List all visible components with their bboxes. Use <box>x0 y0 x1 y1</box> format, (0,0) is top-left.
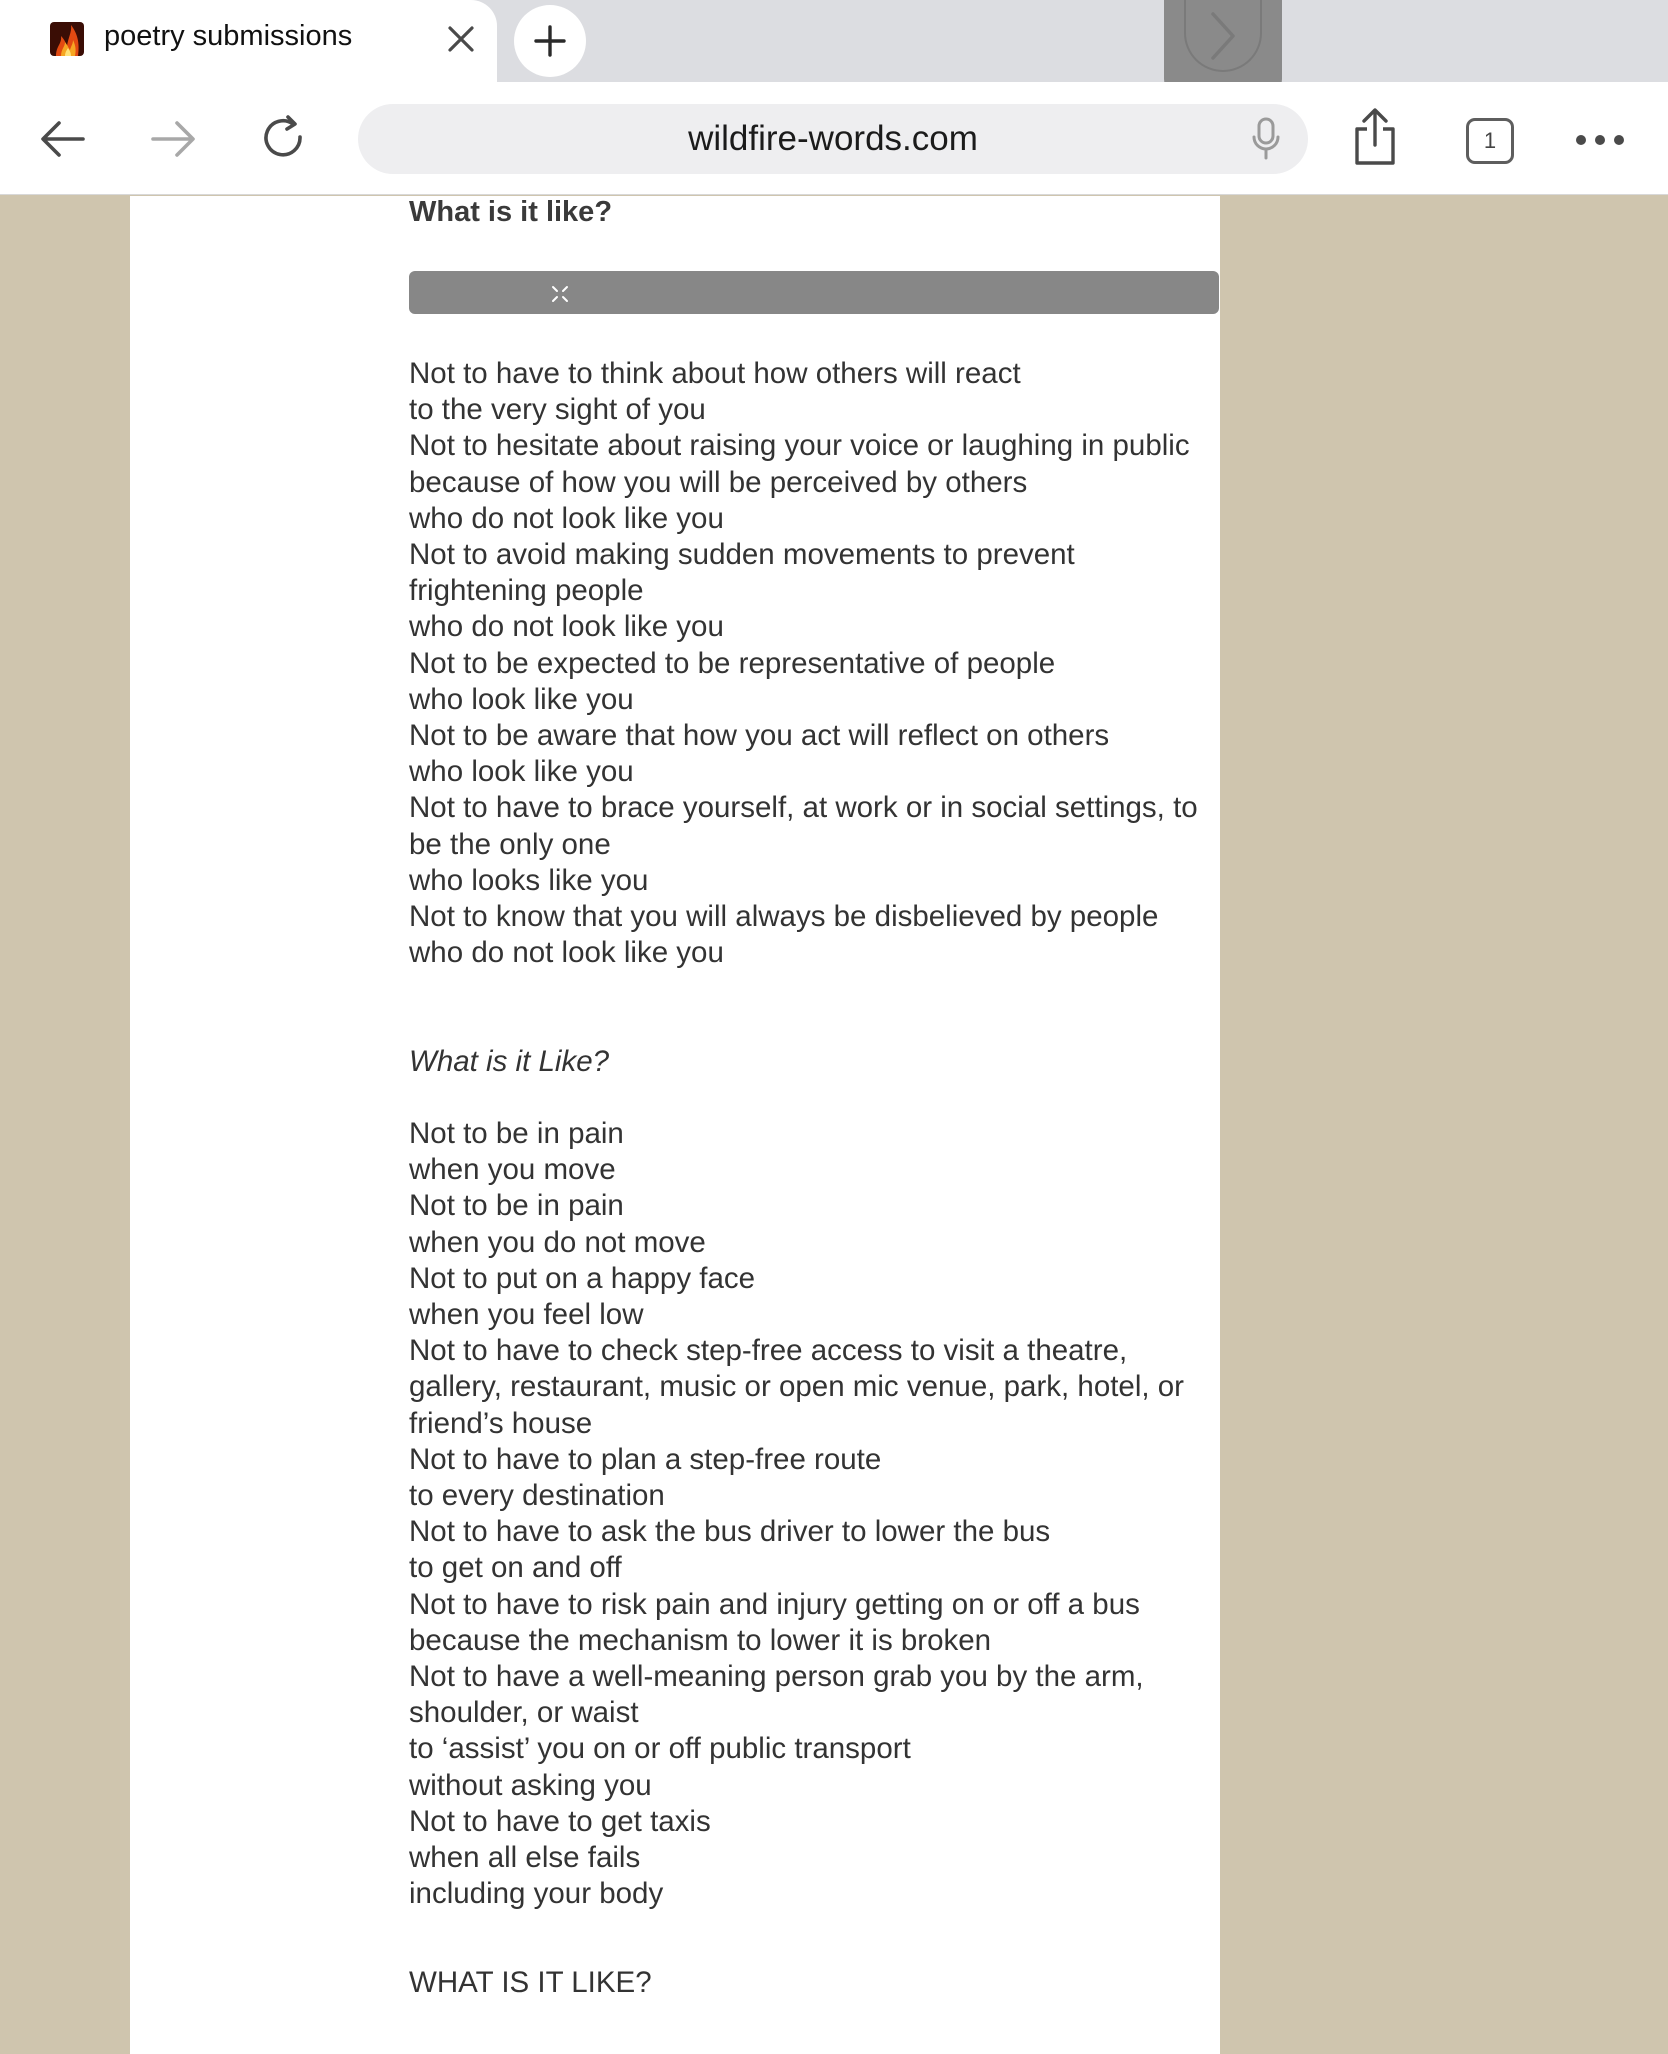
poem-line: who look like you <box>409 682 634 716</box>
poem-line: because of how you will be perceived by others <box>409 465 1028 499</box>
poem-3-title: WHAT IS IT LIKE? <box>409 1966 652 1999</box>
poem-line: who do not look like you <box>409 936 724 970</box>
tab-strip <box>0 0 1668 82</box>
arrow-left-icon <box>39 119 87 159</box>
poem-line: Not to be in pain <box>409 1189 624 1223</box>
poem-line: Not to have to plan a step-free route <box>409 1442 882 1476</box>
poem-line: frightening people <box>409 574 644 608</box>
poem-line: when you feel low <box>409 1298 644 1332</box>
poem-line: who do not look like you <box>409 610 724 644</box>
poem-line: Not to have to think about how others will react <box>409 357 1021 390</box>
arrow-right-icon <box>149 119 197 159</box>
poem-line: Not to be aware that how you act will reflect on others <box>409 719 1110 753</box>
poem-line: who do not look like you <box>409 501 724 535</box>
address-bar[interactable] <box>358 104 1308 174</box>
fire-icon <box>50 22 84 56</box>
ellipsis-icon <box>1575 134 1625 146</box>
active-tab[interactable] <box>0 0 497 82</box>
poem-line: Not to have to brace yourself, at work or in social settings, to <box>409 791 1198 825</box>
poem-line: Not to have to check step-free access to visit a theatre, <box>409 1334 1128 1368</box>
poem-line: when you move <box>409 1153 616 1187</box>
reload-button[interactable] <box>255 110 311 166</box>
browser-toolbar <box>0 82 1668 195</box>
reload-icon <box>258 113 308 163</box>
poem-line: who look like you <box>409 755 634 789</box>
section-title: What is it like? <box>409 196 613 228</box>
tabs-overview-button[interactable]: 1 <box>1466 118 1514 164</box>
poem-line: when you do not move <box>409 1225 706 1259</box>
chevron-right-icon <box>1203 8 1243 64</box>
poem-line: Not to avoid making sudden movements to prevent <box>409 538 1075 572</box>
poem-line: shoulder, or waist <box>409 1696 639 1730</box>
share-icon <box>1351 107 1399 167</box>
page-content <box>130 196 1220 2054</box>
poem-line: Not to put on a happy face <box>409 1261 756 1295</box>
poem-2 <box>409 1116 1184 1912</box>
poem-line: Not to have to get taxis <box>409 1804 711 1838</box>
exit-fullscreen-icon[interactable] <box>551 285 569 303</box>
share-button[interactable] <box>1350 106 1400 168</box>
close-tab-icon[interactable] <box>440 18 482 60</box>
poem-line: without asking you <box>409 1768 652 1802</box>
media-player-bar[interactable] <box>409 271 1219 314</box>
poem-line: Not to have to risk pain and injury getting on or off a bus <box>409 1587 1140 1621</box>
plus-icon <box>533 24 567 58</box>
poem-line: Not to have to ask the bus driver to lower the bus <box>409 1515 1051 1549</box>
poem-line: who looks like you <box>409 863 649 897</box>
poem-line: when all else fails <box>409 1841 641 1875</box>
poem-line: be the only one <box>409 827 611 861</box>
tab-title: poetry submissions <box>104 20 353 52</box>
poem-2-title: What is it Like? <box>409 1045 610 1078</box>
new-tab-button[interactable] <box>514 5 586 77</box>
poem-line: to every destination <box>409 1479 665 1513</box>
poem-1 <box>409 356 1198 971</box>
poem-line: Not to be in pain <box>409 1117 624 1150</box>
url-text: wildfire-words.com <box>688 119 978 158</box>
swipe-forward-indicator <box>1164 0 1282 95</box>
poem-line: to the very sight of you <box>409 393 706 427</box>
poem-line: gallery, restaurant, music or open mic venue, park, hotel, or <box>409 1370 1185 1404</box>
more-options-button[interactable] <box>1570 120 1630 160</box>
forward-button[interactable] <box>146 112 200 166</box>
poem-line: to ‘assist’ you on or off public transport <box>409 1732 911 1766</box>
poem-line: including your body <box>409 1877 664 1911</box>
poem-line: Not to be expected to be representative of people <box>409 646 1056 680</box>
back-button[interactable] <box>36 112 90 166</box>
poem-line: Not to know that you will always be disbelieved by people <box>409 900 1159 934</box>
poem-line: Not to have a well-meaning person grab you by the arm, <box>409 1660 1144 1694</box>
microphone-icon[interactable] <box>1251 116 1281 167</box>
poem-line: to get on and off <box>409 1551 622 1585</box>
poem-line: Not to hesitate about raising your voice or laughing in public <box>409 429 1190 463</box>
poem-line: because the mechanism to lower it is broken <box>409 1623 992 1657</box>
poem-line: friend’s house <box>409 1406 593 1440</box>
